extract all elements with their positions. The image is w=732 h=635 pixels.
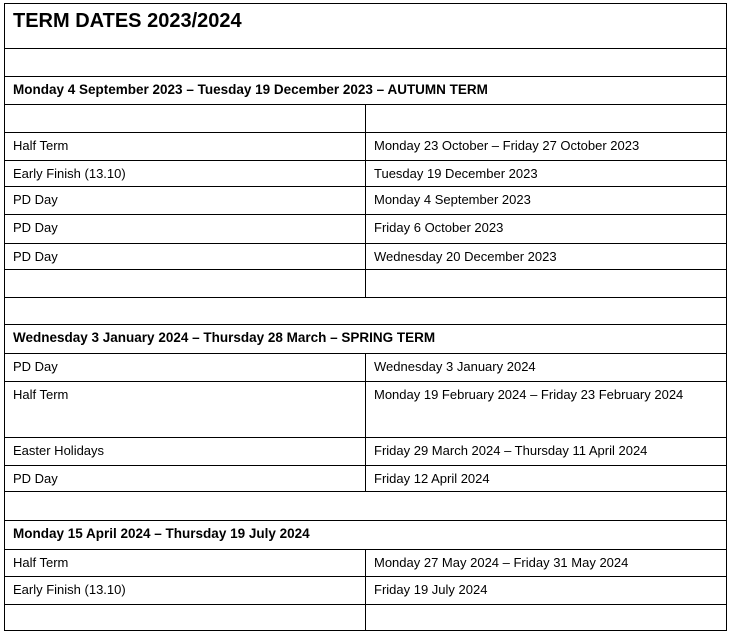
event-date: Monday 27 May 2024 – Friday 31 May 2024 <box>366 550 727 577</box>
empty-cell <box>366 605 727 631</box>
event-label: Early Finish (13.10) <box>5 161 366 187</box>
event-label: Half Term <box>5 133 366 161</box>
event-label: Early Finish (13.10) <box>5 577 366 605</box>
event-date: Monday 4 September 2023 <box>366 187 727 215</box>
event-date: Monday 19 February 2024 – Friday 23 February 2024 <box>366 382 727 438</box>
table-row <box>5 577 727 605</box>
table-row <box>5 244 727 270</box>
table-row <box>5 382 727 438</box>
table-row <box>5 466 727 492</box>
autumn-heading-row <box>5 77 727 105</box>
summer-term-heading: Monday 15 April 2024 – Thursday 19 July 2024 <box>5 521 727 550</box>
title-row <box>5 4 727 49</box>
empty-cell <box>366 105 727 133</box>
table-row <box>5 133 727 161</box>
empty-cell <box>5 49 727 77</box>
event-date: Friday 6 October 2023 <box>366 215 727 244</box>
empty-cell <box>5 270 366 298</box>
spacer-row <box>5 492 727 521</box>
spring-heading-row <box>5 325 727 354</box>
spacer-row <box>5 298 727 325</box>
spring-term-heading: Wednesday 3 January 2024 – Thursday 28 March – SPRING TERM <box>5 325 727 354</box>
autumn-term-heading: Monday 4 September 2023 – Tuesday 19 December 2023 – AUTUMN TERM <box>5 77 727 105</box>
event-label: Half Term <box>5 382 366 438</box>
event-label: PD Day <box>5 215 366 244</box>
table-row <box>5 215 727 244</box>
empty-cell <box>5 492 727 521</box>
event-label: PD Day <box>5 466 366 492</box>
spacer-row <box>5 605 727 631</box>
empty-cell <box>5 105 366 133</box>
summer-heading-row <box>5 521 727 550</box>
event-date: Friday 12 April 2024 <box>366 466 727 492</box>
event-date: Tuesday 19 December 2023 <box>366 161 727 187</box>
event-label: PD Day <box>5 244 366 270</box>
spacer-row <box>5 49 727 77</box>
spacer-row <box>5 270 727 298</box>
event-date: Friday 29 March 2024 – Thursday 11 April 2024 <box>366 438 727 466</box>
event-label: PD Day <box>5 187 366 215</box>
event-label: Half Term <box>5 550 366 577</box>
page-title: TERM DATES 2023/2024 <box>5 4 727 49</box>
event-label: PD Day <box>5 354 366 382</box>
empty-cell <box>366 270 727 298</box>
term-dates-table <box>4 3 727 631</box>
event-date: Wednesday 3 January 2024 <box>366 354 727 382</box>
table-row <box>5 438 727 466</box>
spacer-row <box>5 105 727 133</box>
table-row <box>5 354 727 382</box>
event-date: Monday 23 October – Friday 27 October 2023 <box>366 133 727 161</box>
table-row <box>5 550 727 577</box>
empty-cell <box>5 298 727 325</box>
empty-cell <box>5 605 366 631</box>
event-label: Easter Holidays <box>5 438 366 466</box>
table-row <box>5 161 727 187</box>
event-date: Friday 19 July 2024 <box>366 577 727 605</box>
table-row <box>5 187 727 215</box>
event-date: Wednesday 20 December 2023 <box>366 244 727 270</box>
